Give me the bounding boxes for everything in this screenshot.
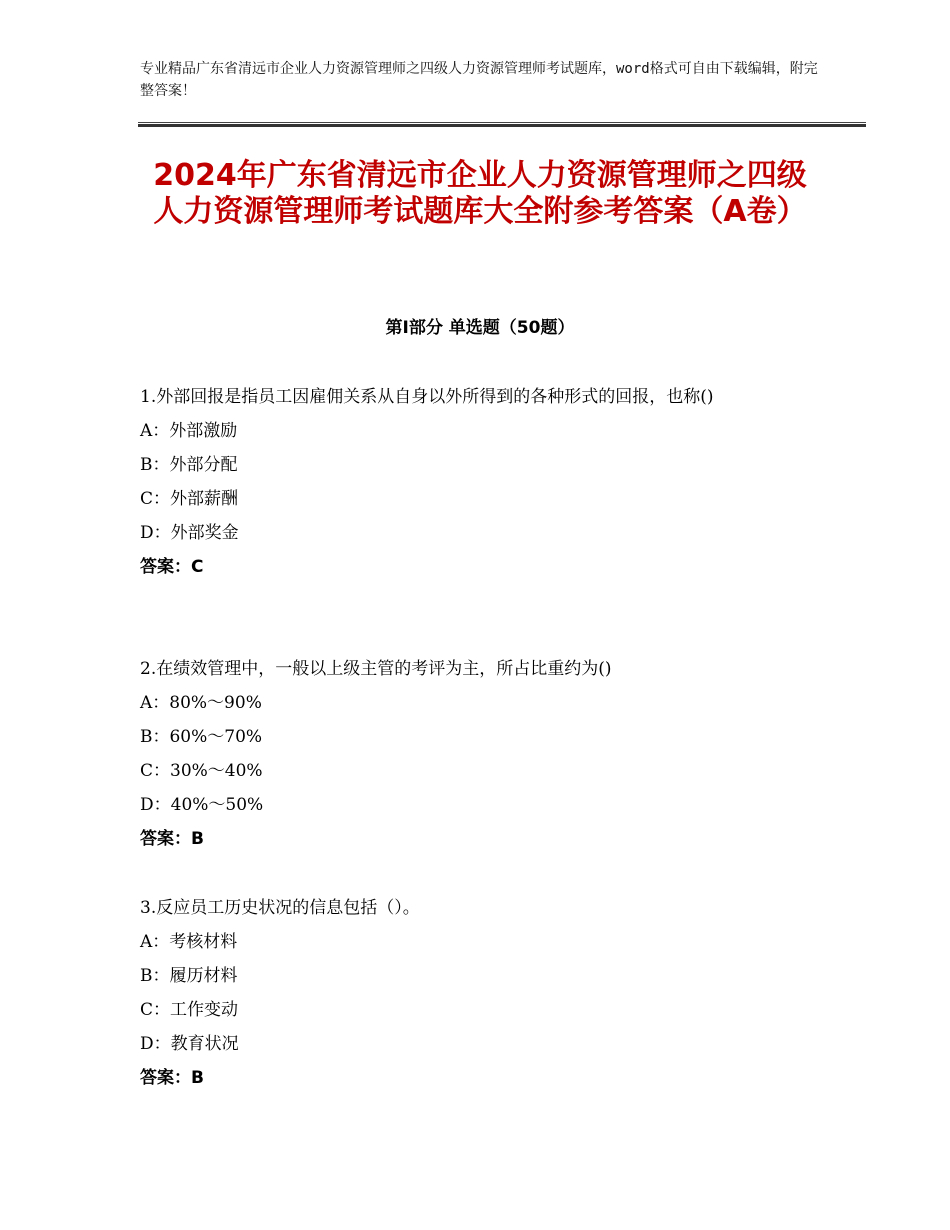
option-b: B：履历材料 (140, 966, 238, 986)
answer: 答案：B (140, 829, 204, 849)
question-3 (140, 891, 800, 1095)
question-stem: 3.反应员工历史状况的信息包括（）。 (140, 898, 420, 918)
option-b: B：外部分配 (140, 455, 238, 475)
question-stem: 1.外部回报是指员工因雇佣关系从自身以外所得到的各种形式的回报，也称() (140, 387, 714, 407)
option-d: D：40%～50% (140, 795, 264, 815)
section-heading: 第Ⅰ部分 单选题（50题） (385, 318, 575, 338)
option-c: C：外部薪酬 (140, 489, 239, 509)
question-stem: 2.在绩效管理中，一般以上级主管的考评为主，所占比重约为() (140, 659, 612, 679)
question-1 (140, 380, 800, 584)
option-c: C：工作变动 (140, 1000, 239, 1020)
header-divider-thin (138, 122, 866, 123)
question-2 (140, 652, 800, 856)
option-a: A：外部激励 (140, 421, 238, 441)
option-d: D：外部奖金 (140, 523, 239, 543)
option-a: A：80%～90% (140, 693, 262, 713)
document-title: 2024年广东省清远市企业人力资源管理师之四级人力资源管理师考试题库大全附参考答案（A卷） (153, 158, 807, 229)
option-a: A：考核材料 (140, 932, 238, 952)
answer: 答案：C (140, 557, 204, 577)
answer: 答案：B (140, 1068, 204, 1088)
option-d: D：教育状况 (140, 1034, 239, 1054)
option-c: C：30%～40% (140, 761, 263, 781)
option-b: B：60%～70% (140, 727, 263, 747)
header-divider-thick (138, 124, 866, 127)
header-note: 专业精品广东省清远市企业人力资源管理师之四级人力资源管理师考试题库，word格式可自由下载编辑，附完整答案！ (140, 61, 818, 99)
